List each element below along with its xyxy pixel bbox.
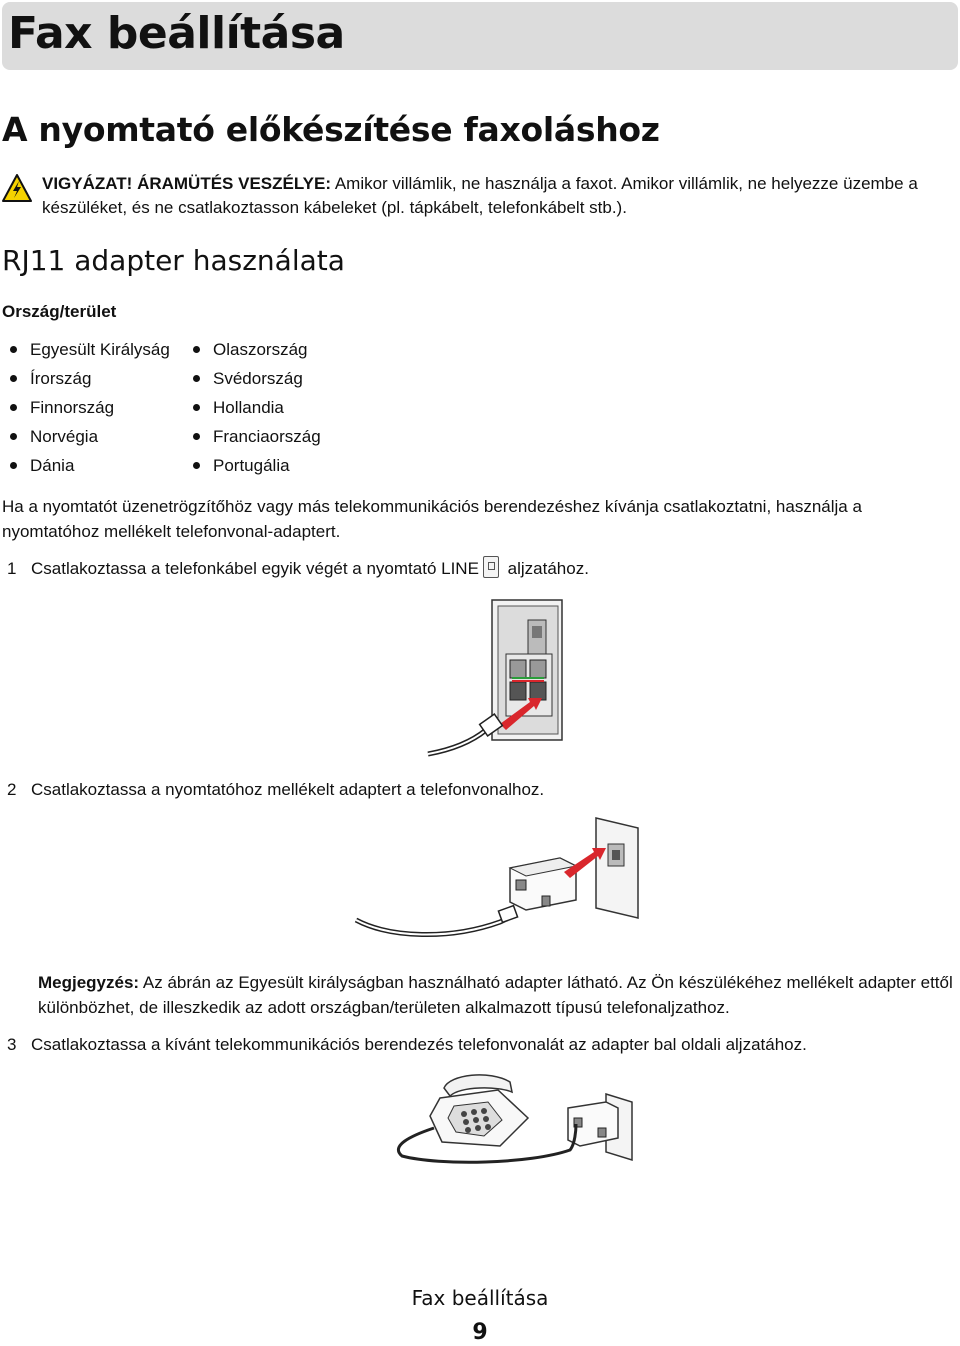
page-number: 9 (472, 1320, 488, 1345)
note-block (38, 970, 958, 1020)
step-text (31, 556, 589, 581)
list-item: Hollandia (185, 393, 321, 422)
list-item: Norvégia (2, 422, 170, 451)
step-text: Csatlakoztassa a kívánt telekommunikációs berendezés telefonvonalát az adapter bal oldali aljzatához. (31, 1035, 807, 1054)
list-item: Olaszország (185, 335, 321, 364)
warning-triangle-icon (2, 174, 32, 202)
step-number: 3 (7, 1035, 17, 1054)
warning-text (42, 172, 960, 220)
list-item: Finnország (2, 393, 170, 422)
step-number: 2 (7, 780, 17, 799)
step-text: Csatlakoztassa a nyomtatóhoz mellékelt adaptert a telefonvonalhoz. (31, 780, 545, 799)
intro-paragraph: Ha a nyomtatót üzenetrögzítőhöz vagy más telekommunikációs berendezéshez kívánja csatlakoztatni, használja a nyomtatóhoz mellékelt telefonvonal-adaptert. (2, 497, 862, 541)
chapter-banner (2, 2, 958, 70)
list-item: Svédország (185, 364, 321, 393)
note-label: Megjegyzés: (38, 973, 140, 992)
country-list-left (2, 335, 170, 480)
list-item: Franciaország (185, 422, 321, 451)
line-port-icon (483, 556, 499, 578)
section-title: A nyomtató előkészítése faxoláshoz (2, 110, 660, 149)
list-item: Írország (2, 364, 170, 393)
list-item: Portugália (185, 451, 321, 480)
chapter-title: Fax beállítása (8, 8, 345, 59)
footer-title: Fax beállítása (411, 1286, 549, 1310)
country-list-right (185, 335, 321, 480)
step-text-after: aljzatához. (502, 559, 589, 578)
subsection-title: RJ11 adapter használata (2, 244, 345, 277)
phone-adapter-illustration (380, 1068, 650, 1168)
step-number: 1 (7, 559, 17, 578)
note-text: Az ábrán az Egyesült királyságban használható adapter látható. Az Ön készülékéhez mellékelt adapter ettől különbözhet, de illeszkedik az adott országban/területen alkalmazott típusú telefonaljzathoz. (38, 973, 953, 1017)
warning-label: VIGYÁZAT! ÁRAMÜTÉS VESZÉLYE: (42, 174, 332, 193)
warning-body: Amikor villámlik, ne használja a faxot. Amikor villámlik, ne helyezze üzembe a készüléket, és ne csatlakoztasson kábeleket (pl. tápkábelt, telefonkábelt stb.). (42, 174, 918, 217)
list-item: Egyesült Királyság (2, 335, 170, 364)
adapter-wall-illustration (350, 814, 650, 954)
printer-port-illustration (420, 598, 570, 763)
list-item: Dánia (2, 451, 170, 480)
step-text-before: Csatlakoztassa a telefonkábel egyik végét a nyomtató LINE (31, 559, 479, 578)
country-label: Ország/terület (2, 302, 117, 321)
